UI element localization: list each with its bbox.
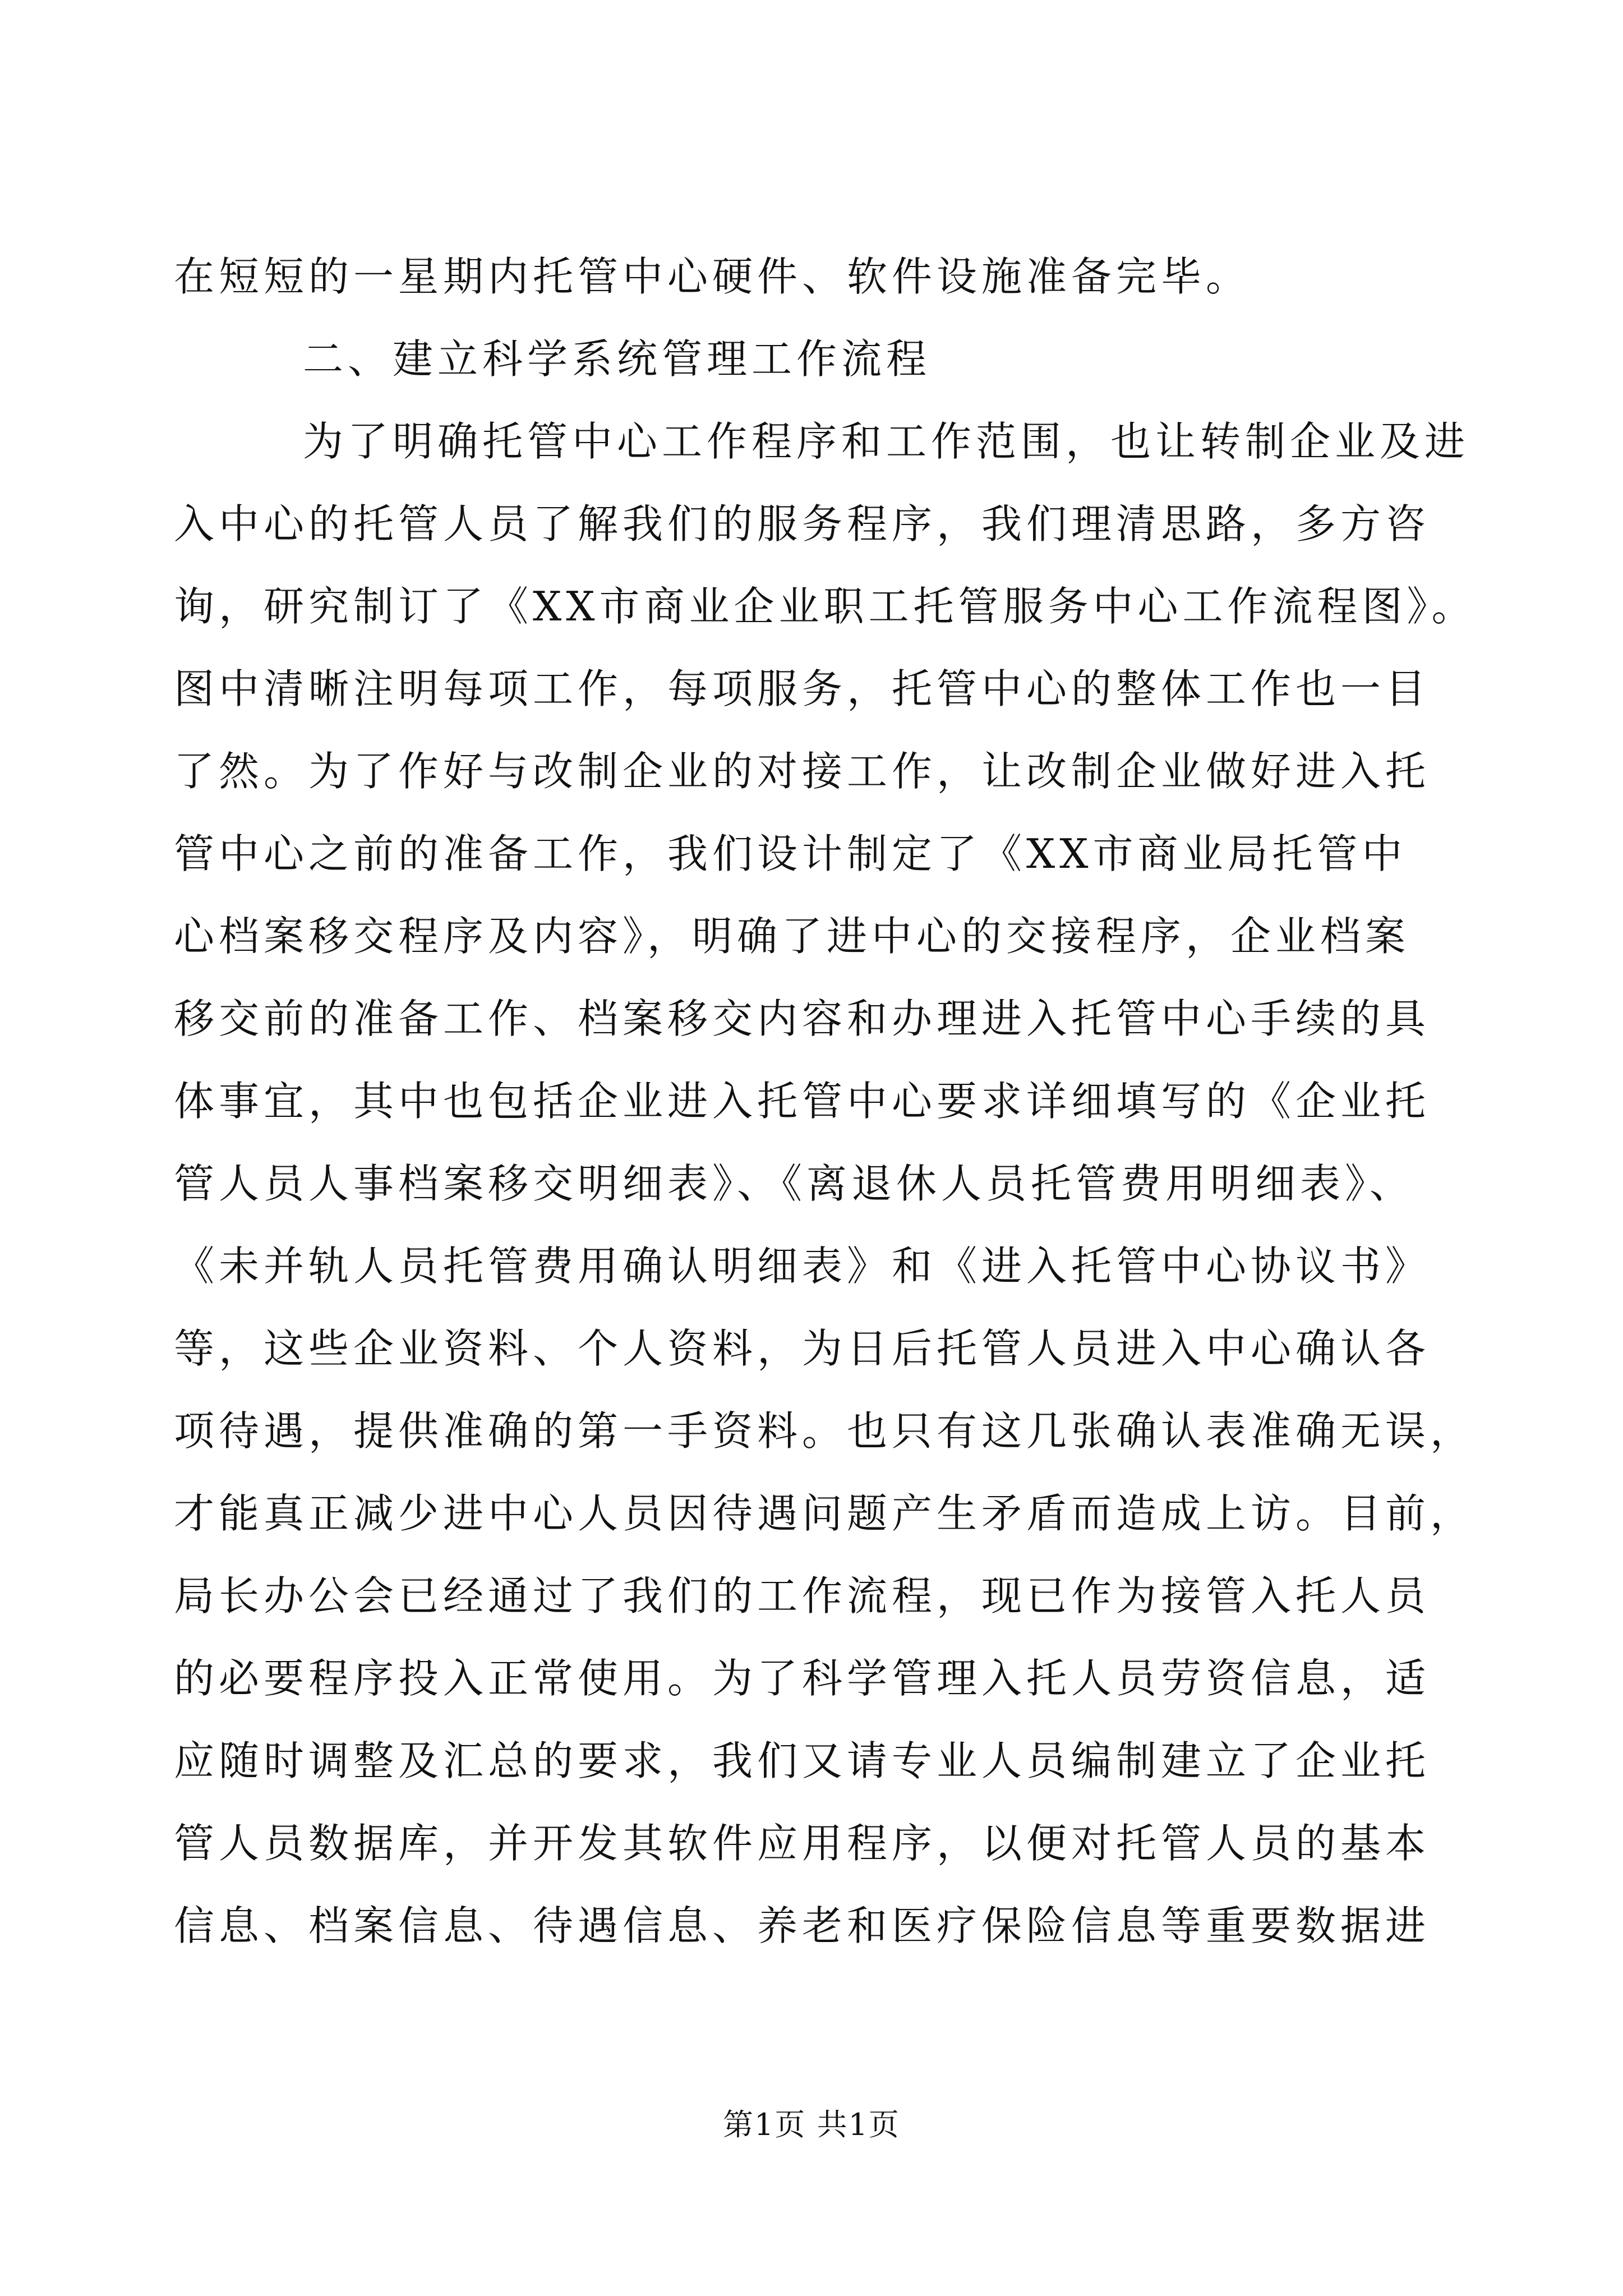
text-line: 入中心的托管人员了解我们的服务程序，我们理清思路，多方咨	[174, 500, 1431, 547]
text-line: 应随时调整及汇总的要求，我们又请专业人员编制建立了企业托	[174, 1737, 1431, 1784]
text-line: 心档案移交程序及内容》，明确了进中心的交接程序，企业档案	[174, 913, 1410, 960]
text-line: 信息、档案信息、待遇信息、养老和医疗保险信息等重要数据进	[174, 1902, 1431, 1949]
text-line: 了然。为了作好与改制企业的对接工作，让改制企业做好进入托	[174, 748, 1431, 795]
text-line: 体事宜，其中也包括企业进入托管中心要求详细填写的《企业托	[174, 1078, 1431, 1125]
text-line: 等，这些企业资料、个人资料，为日后托管人员进入中心确认各	[174, 1325, 1431, 1372]
text-line: 才能真正减少进中心人员因待遇问题产生矛盾而造成上访。目前，	[174, 1490, 1476, 1537]
text-line: 图中清晰注明每项工作，每项服务，托管中心的整体工作也一目	[174, 665, 1431, 712]
text-line: 的必要程序投入正常使用。为了科学管理入托人员劳资信息，适	[174, 1655, 1431, 1702]
text-line: 项待遇，提供准确的第一手资料。也只有这几张确认表准确无误，	[174, 1407, 1476, 1455]
section-heading: 二、建立科学系统管理工作流程	[303, 335, 932, 383]
paragraph-first-line: 为了明确托管中心工作程序和工作范围，也让转制企业及进	[303, 418, 1470, 465]
text-line: 询，研究制订了《XX市商业企业职工托管服务中心工作流程图》。	[174, 583, 1477, 630]
text-line: 局长办公会已经通过了我们的工作流程，现已作为接管入托人员	[174, 1572, 1431, 1619]
text-line: 在短短的一星期内托管中心硬件、软件设施准备完毕。	[174, 253, 1251, 300]
text-line: 《未并轨人员托管费用确认明细表》和《进入托管中心协议书》	[174, 1243, 1431, 1290]
text-line: 管人员数据库，并开发其软件应用程序，以便对托管人员的基本	[174, 1820, 1431, 1867]
text-line: 管人员人事档案移交明细表》、《离退休人员托管费用明细表》、	[174, 1160, 1415, 1207]
text-line: 移交前的准备工作、档案移交内容和办理进入托管中心手续的具	[174, 995, 1431, 1042]
page-number-footer: 第1页 共1页	[723, 2107, 900, 2142]
text-line: 管中心之前的准备工作，我们设计制定了《XX市商业局托管中	[174, 830, 1407, 877]
document-body	[174, 236, 1475, 1967]
